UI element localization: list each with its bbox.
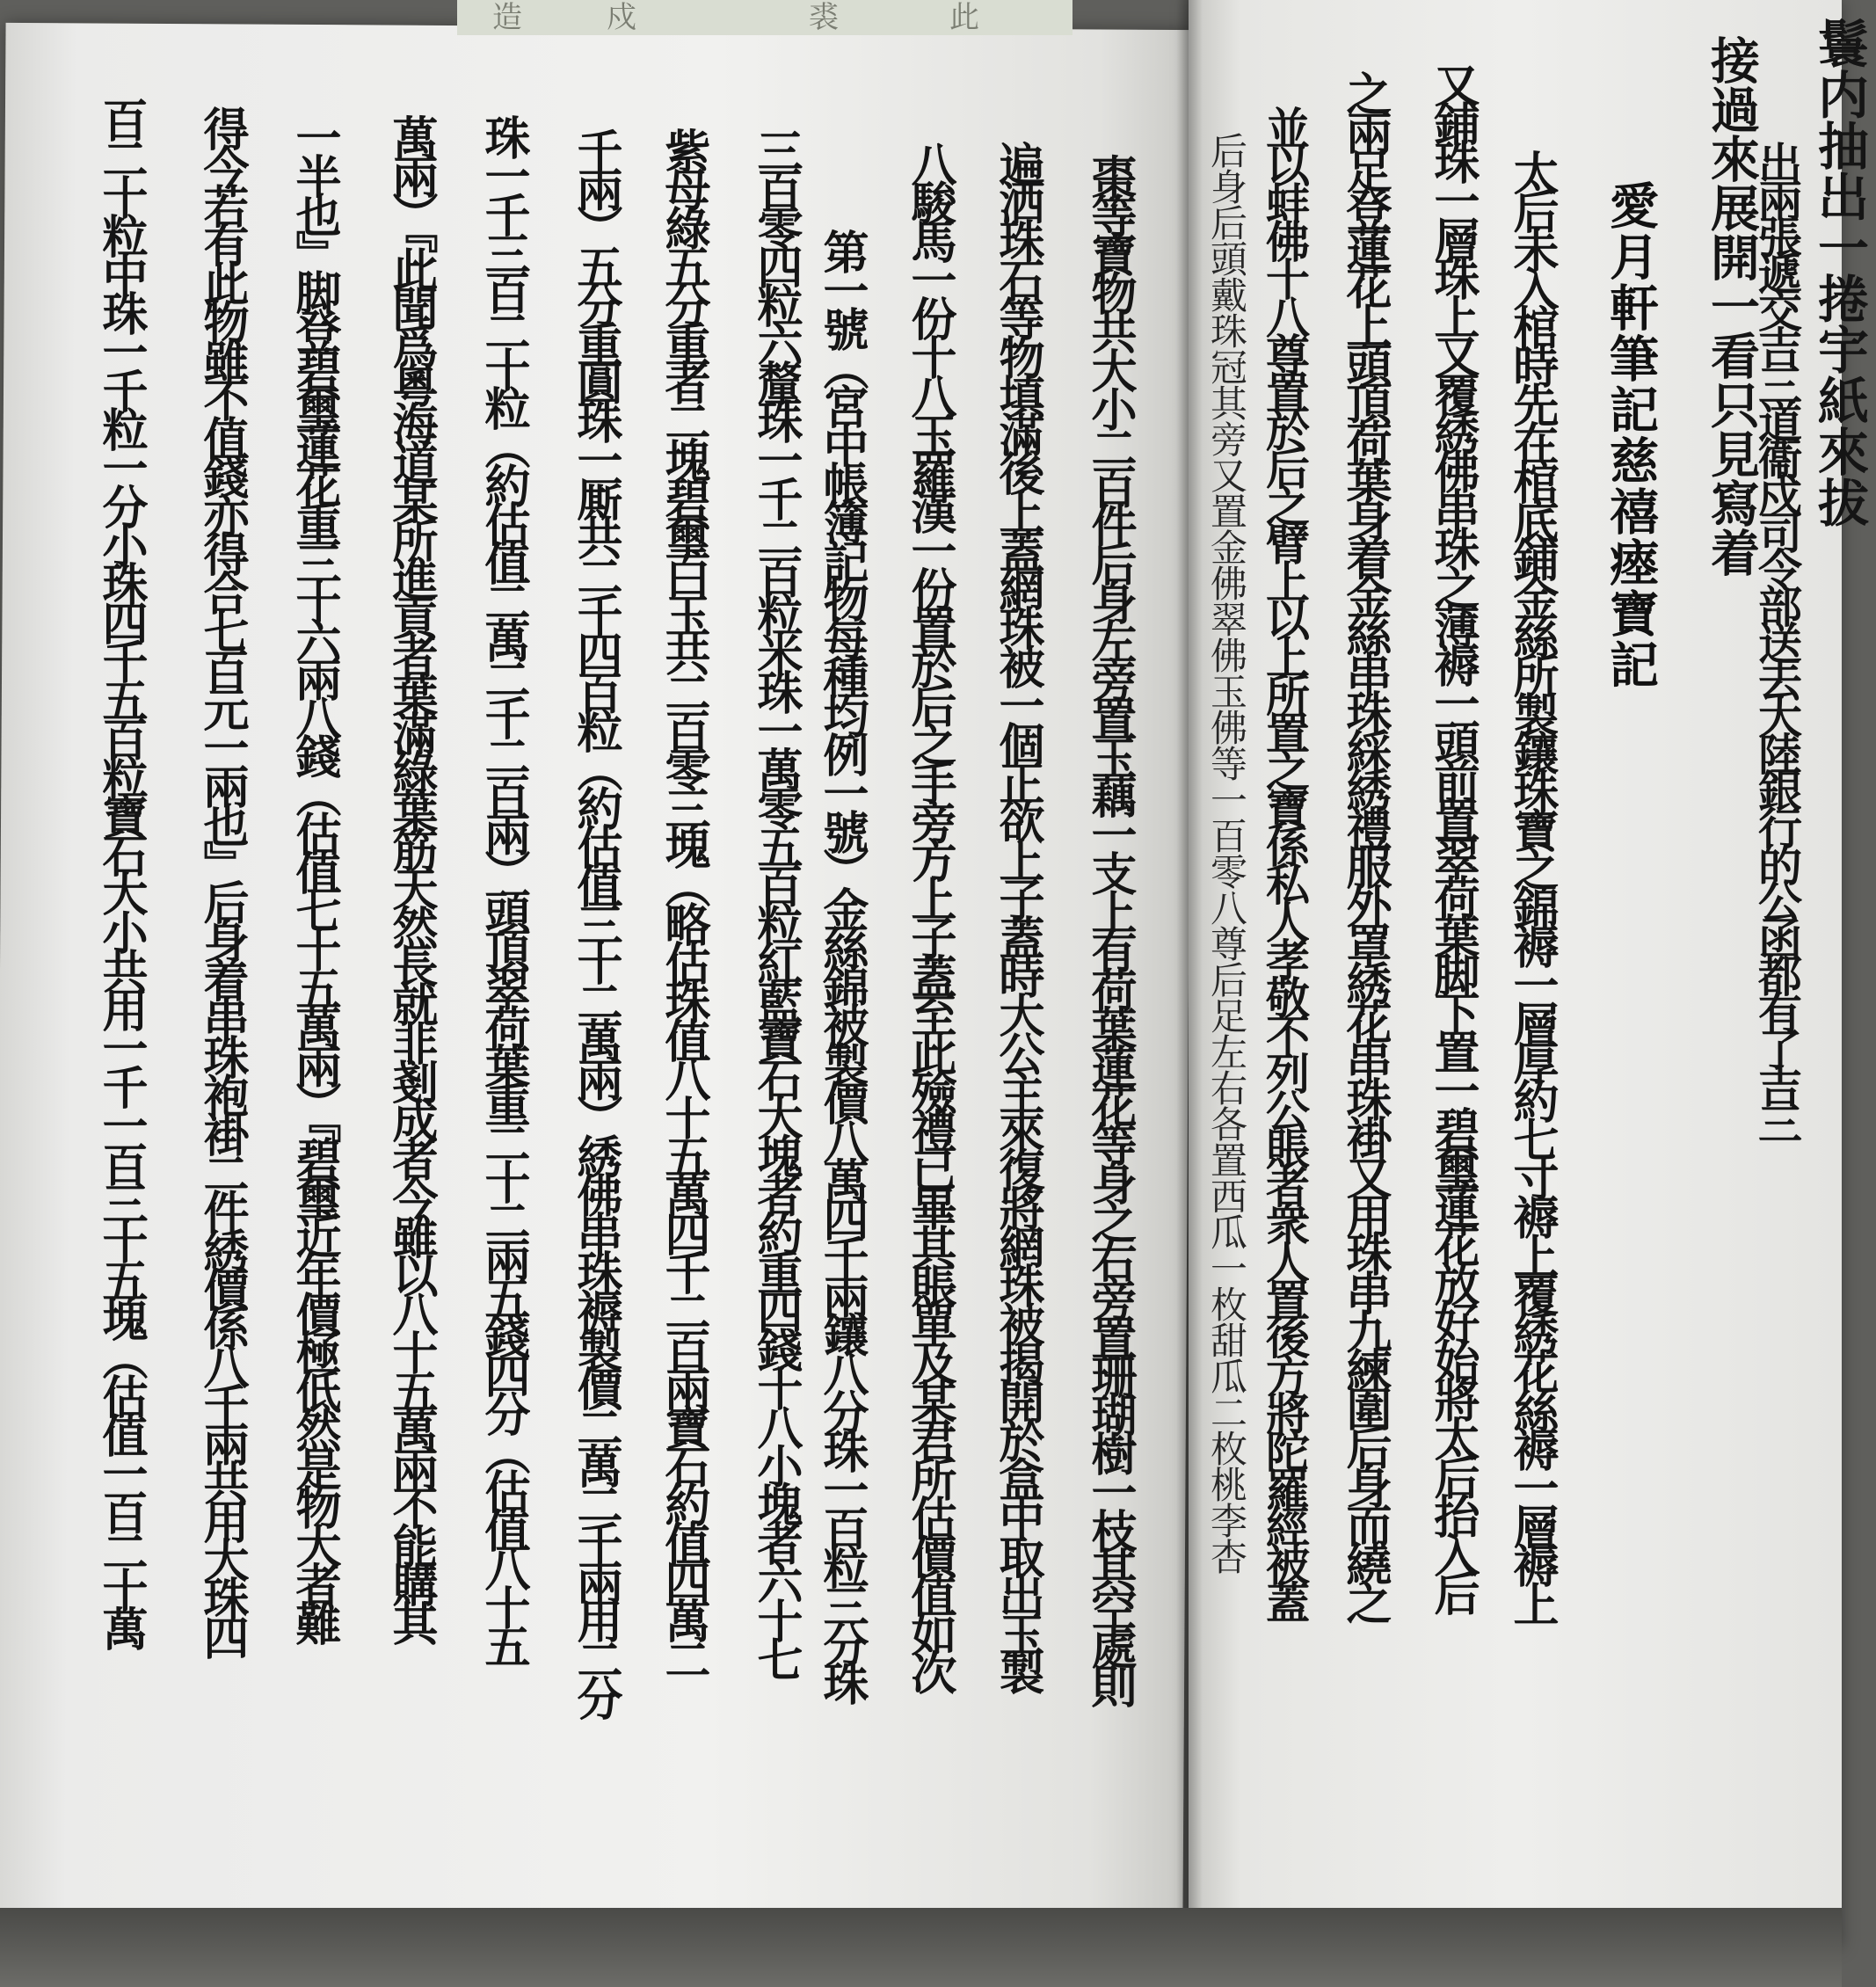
strip-glyph: 此 [949,0,979,35]
text-column: 鬟内抽出一捲宇紙來拔 [1809,18,1869,528]
text-column: 之兩足登蓮花上頭頂荷葉身着金絲串珠綵綉禮服外罩綉花串珠褂又用珠串九練圍后身而繞之 [1338,70,1392,1618]
text-column: 萬兩）『此聞爲粵海道某所進貢者葉滿綠葉筋天然長就非剗成者今雖以八十五萬兩不能購其 [384,114,438,1639]
text-column: 太后未入棺時先在棺底鋪金絲所製鑲珠寶之錦褥一層厚約七寸褥上覆綉花絲褥一層褥上 [1505,149,1559,1619]
text-column: 后身后頭戴珠冠其旁又置金佛翠佛玉佛等一百零八尊后足左右各置西瓜一枚甜瓜二枚桃李杏 [1205,132,1248,1574]
text-column: 棗等寶物共大小二百件后身左旁置玉藕一支上有荷葉蓮花等身之右旁置珊瑚樹一枝其空處則 [1083,154,1137,1701]
bottom-edge [0,1908,1842,1987]
text-column: 千兩）五分重圓珠一厮共二千四百粒（約估值三十二萬兩）綉佛串珠褥製價二萬二千兩用二分 [569,127,622,1714]
text-column: 紫母綠五分重者二塊碧璽白玉共二百零三塊（略估珠值八十五萬四千二百兩寶石約值四萬二 [657,127,710,1675]
text-column: 三百零四粒六釐珠一千二百粒米珠一萬零五百粒紅藍寶石大塊者約重四錢十八小塊者六十七 [749,127,803,1675]
section-title: 愛月軒筆記慈禧瘞寶記 [1602,180,1660,690]
text-column: 遍洒珠石等物填滿後上蓋網珠被一個正欲上子蓋時大公主來復將網珠被揭開於盒中取出玉製 [991,141,1044,1688]
strip-glyph: 裘 [809,0,839,35]
text-column: 並以蚌佛十八尊置於后之臂上以上所置之寶係私人孝敬不列公賬者衆人置後方將陀羅經被蓋 [1259,106,1311,1618]
text-column: 第一號（宮中帳簿記物每種均例一號）金絲錦被製價八萬四千兩鑲八分珠一百粒三分珠 [815,229,869,1699]
background-paper-strip [457,0,1073,35]
text-column: 出兩張遞交吉三道衞戍司令部送去大陸銀行的公函都有了吉三 [1751,141,1803,1138]
text-column: 又鋪珠一層珠上又覆綉佛串珠之薄褥一頭前置翠荷葉脚下置一碧璽蓮花放好始將太后抬入后 [1426,62,1480,1609]
text-column: 珠一千三百二十粒（約估值二萬二千二百兩）頭頂翠荷葉重二十二兩五錢四分（估值八十五 [476,114,530,1662]
text-column: 八駿馬一份十八玉羅漢一份置於后之手旁方上子蓋至此殮禮已畢其賬單及某君所估價值如次 [903,141,956,1688]
text-column: 百二十粒中珠一千粒一分小珠四千五百粒寶石大小共用一千一百三十五塊（估值一百二十萬 [94,97,148,1644]
text-column: 接過來展開一看只見寫着 [1703,35,1761,577]
strip-glyph: 造 [492,0,522,35]
text-column: 一半也』脚登碧璽蓮花重三十六兩八錢（估值七十五萬兩）『碧璽近年價極低然是物大者難 [287,114,341,1639]
text-column: 得今若有此物雖不值錢亦得合七百元一兩也』后身着串珠袍褂二件綉價係八千兩共用大珠四 [195,106,249,1653]
book-gutter [1176,0,1203,1987]
strip-glyph: 戍 [607,0,636,35]
